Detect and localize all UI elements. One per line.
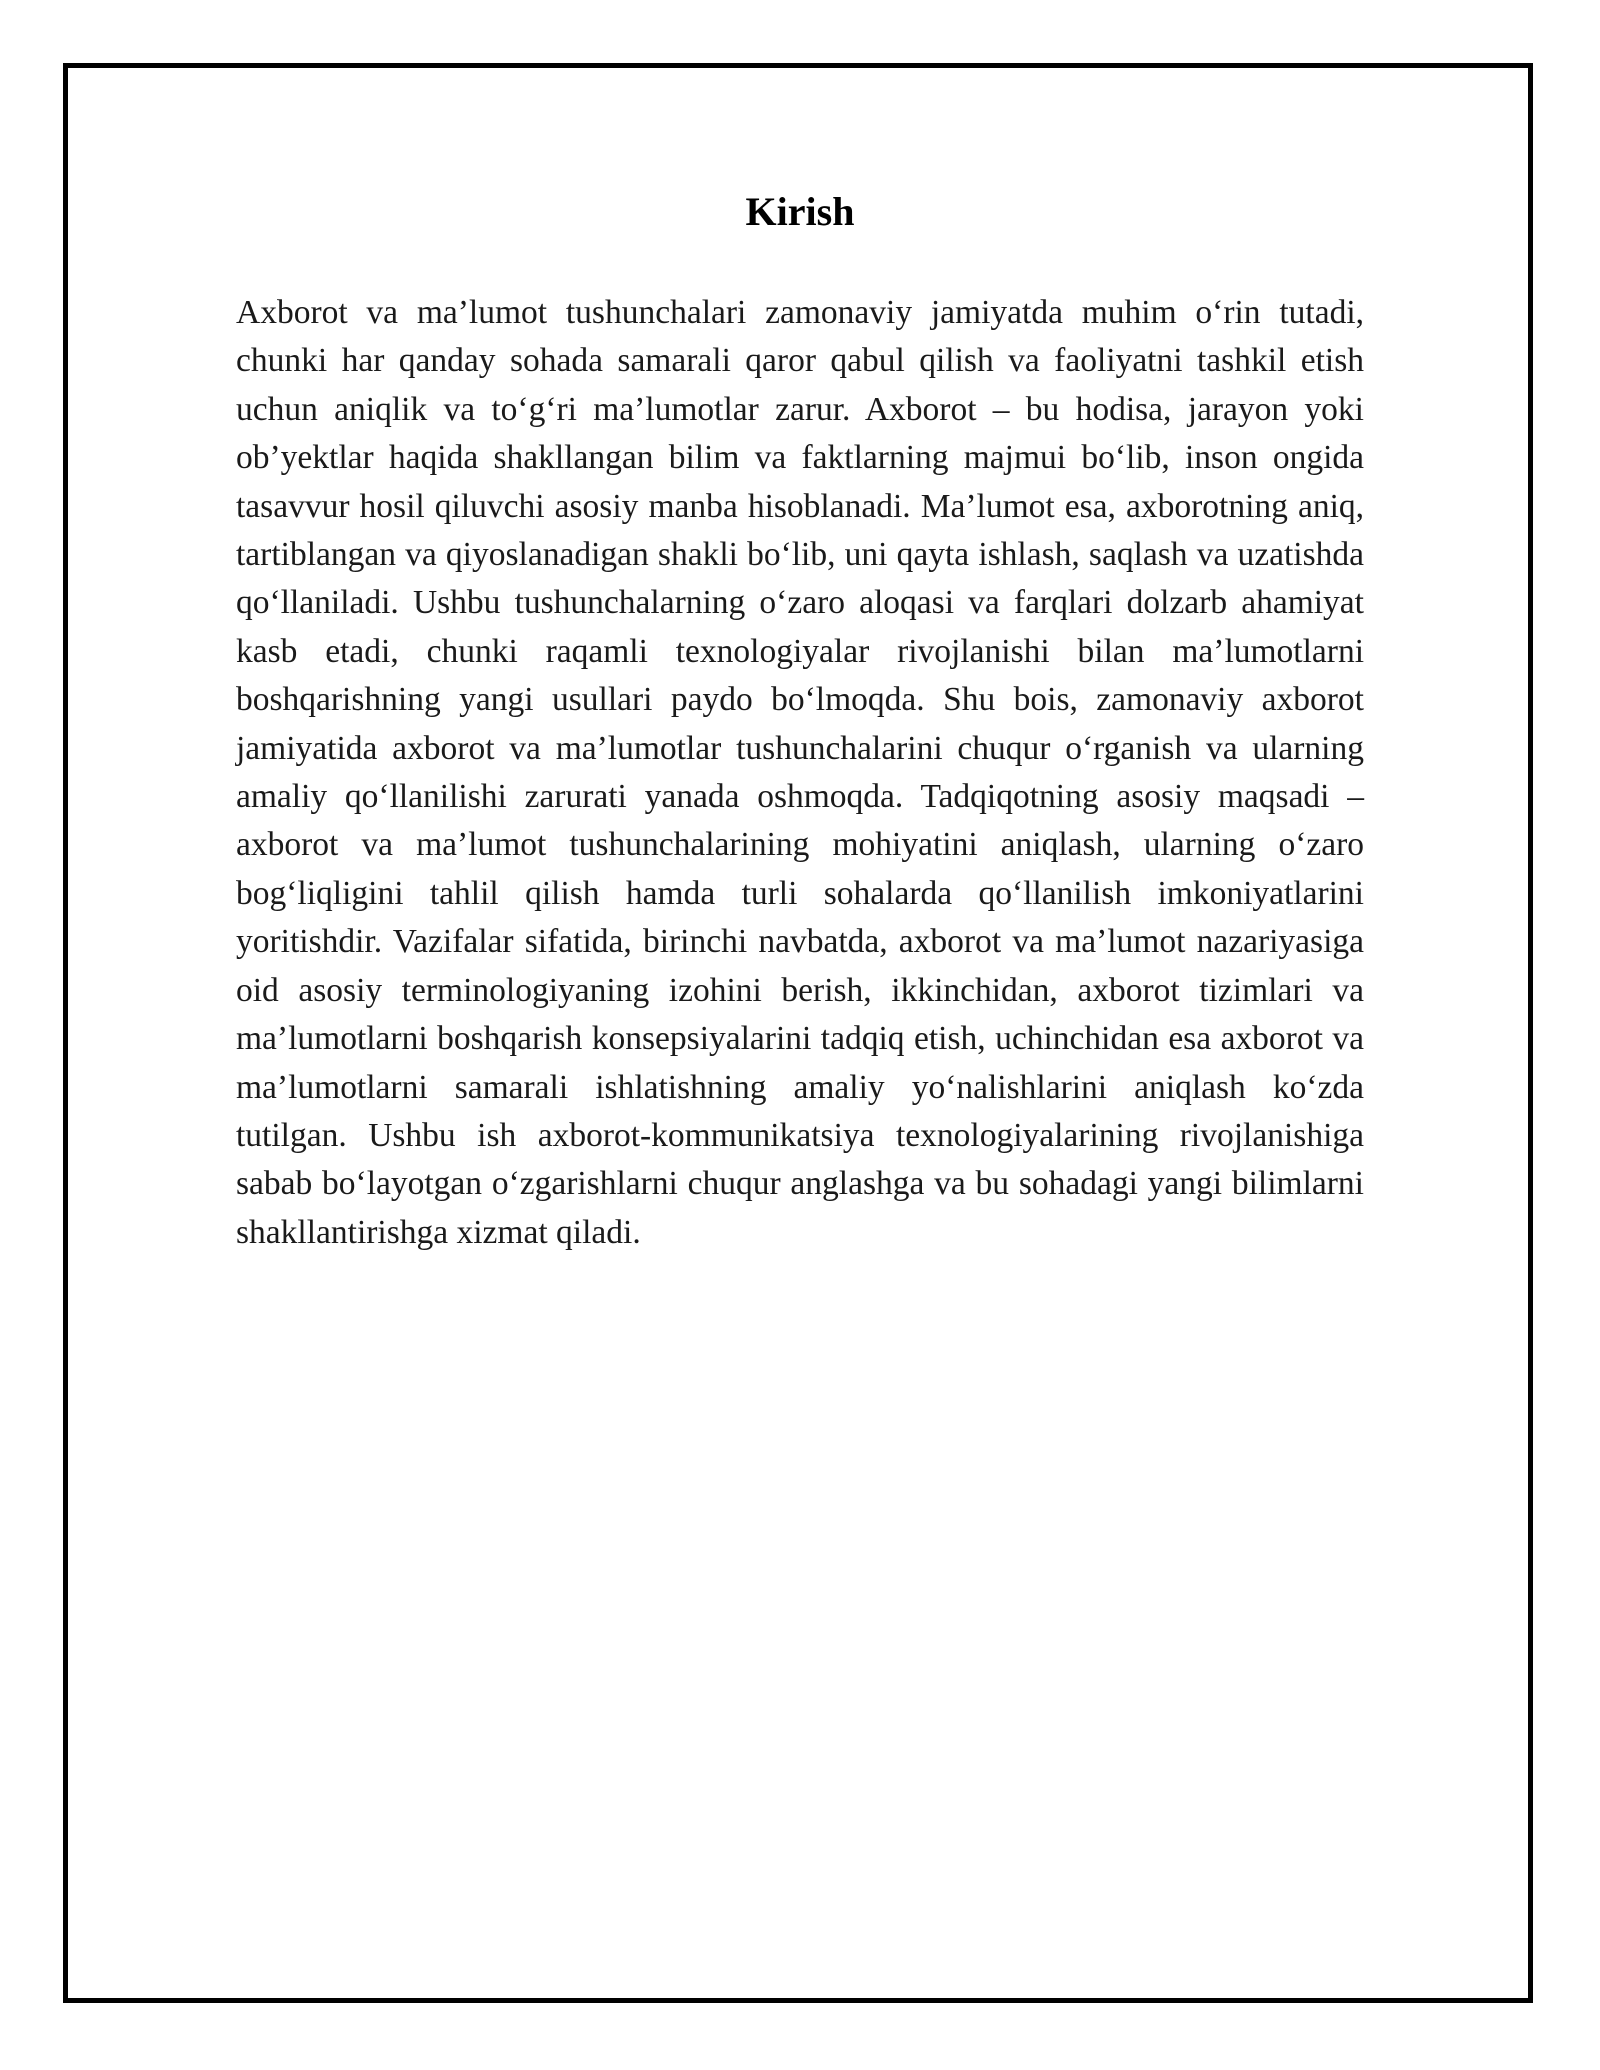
body-paragraph: Axborot va ma’lumot tushunchalari zamonaviy jamiyatda muhim o‘rin tutadi, chunki har qanday sohada samarali qaror qabul qilish va faoliyatni tashkil etish uchun aniqlik va to‘g‘ri ma’lumotlar zarur. Axborot – bu hodisa, jarayon yoki ob’yektlar haqida shakllangan bilim va faktlarning majmui bo‘lib, inson ongida tasavvur hosil qiluvchi asosiy manba hisoblanadi. Ma’lumot esa, axborotning aniq, tartiblangan va qiyoslanadigan shakli bo‘lib, uni qayta ishlash, saqlash va uzatishda qo‘llaniladi. Ushbu tushunchalarning o‘zaro aloqasi va farqlari dolzarb ahamiyat kasb etadi, chunki raqamli texnologiyalar rivojlanishi bilan ma’lumotlarni boshqarishning yangi usullari paydo bo‘lmoqda. Shu bois, zamonaviy axborot jamiyatida axborot va ma’lumotlar tushunchalarini chuqur o‘rganish va ularning amaliy qo‘llanilishi zarurati yanada oshmoqda. Tadqiqotning asosiy maqsadi – axborot va ma’lumot tushunchalarining mohiyatini aniqlash, ularning o‘zaro bog‘liqligini tahlil qilish hamda turli sohalarda qo‘llanilish imkoniyatlarini yoritishdir. Vazifalar sifatida, birinchi navbatda, axborot va ma’lumot nazariyasiga oid asosiy terminologiyaning izohini berish, ikkinchidan, axborot tizimlari va ma’lumotlarni boshqarish konsepsiyalarini tadqiq etish, uchinchidan esa axborot va ma’lumotlarni samarali ishlatishning amaliy yo‘nalishlarini aniqlash ko‘zda tutilgan. Ushbu ish axborot-kommunikatsiya texnologiyalarining rivojlanishiga sabab bo‘layotgan o‘zgarishlarni chuqur anglashga va bu sohadagi yangi bilimlarni shakllantirishga xizmat qiladi. [236, 294, 1364, 1251]
document-title: Kirish [745, 189, 855, 234]
